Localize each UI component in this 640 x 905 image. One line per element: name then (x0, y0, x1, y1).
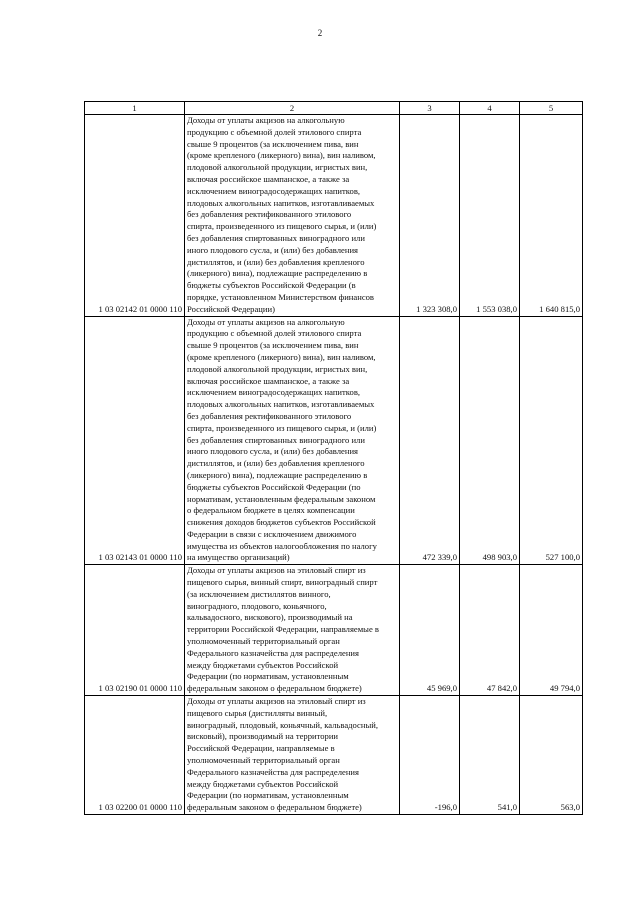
description-line: (кроме крепленого (ликерного) вина), вин наливом, (187, 150, 376, 161)
description-line: между бюджетами субъектов Российской (187, 659, 339, 670)
description-line: дистиллятов, и (или) без добавления крепленого (187, 458, 365, 469)
description-line: плодовой алкогольной продукции, игристых вин, (187, 363, 368, 374)
description-line: включая российское шампанское, а также за (187, 375, 350, 386)
description-line: продукцию с объемной долей этилового спирта (187, 328, 362, 339)
amount-year-2: 541,0 (460, 696, 520, 815)
description-line: спирта, произведенного из пищевого сырья, и (или) (187, 221, 377, 232)
budget-code: 1 03 02200 01 0000 110 (85, 696, 185, 815)
description-line: свыше 9 процентов (за исключением пива, вин (187, 138, 359, 149)
description-line: нормативам, установленным федеральным законом (187, 493, 376, 504)
description-line: Доходы от уплаты акцизов на алкогольную (187, 115, 345, 125)
column-header-description: 2 (185, 102, 400, 115)
description-line: на имущество организаций) (187, 552, 290, 563)
description-line: свыше 9 процентов (за исключением пива, вин (187, 340, 359, 351)
description-line: Федерального казначейства для распределения (187, 766, 359, 777)
amount-year-2: 498 903,0 (460, 316, 520, 565)
description-line: исключением виноградосодержащих напитков, (187, 185, 361, 196)
revenue-description (185, 316, 400, 565)
description-line: между бюджетами субъектов Российской (187, 778, 339, 789)
description-line: Доходы от уплаты акцизов на этиловый спирт из (187, 565, 366, 576)
description-line: плодовой алкогольной продукции, игристых вин, (187, 162, 368, 173)
budget-code: 1 03 02143 01 0000 110 (85, 316, 185, 565)
description-line: бюджеты субъектов Российской Федерации (по (187, 481, 361, 492)
description-line: Доходы от уплаты акцизов на этиловый спирт из (187, 696, 366, 707)
description-line: виноградного, плодового, коньячного, (187, 600, 327, 611)
revenue-description (185, 565, 400, 696)
description-line: федеральным законом о федеральном бюджете) (187, 683, 362, 694)
amount-year-1: 45 969,0 (400, 565, 460, 696)
description-line: Федерального казначейства для распределения (187, 647, 359, 658)
column-header-year-2: 4 (460, 102, 520, 115)
amount-year-2: 47 842,0 (460, 565, 520, 696)
description-line: федеральным законом о федеральном бюджете) (187, 802, 362, 813)
column-header-code: 1 (85, 102, 185, 115)
description-line: исключением виноградосодержащих напитков, (187, 387, 361, 398)
description-line: (за исключением дистиллятов винного, (187, 588, 331, 599)
description-line: спирта, произведенного из пищевого сырья, и (или) (187, 422, 377, 433)
description-line: без добавления спиртованных виноградного или (187, 232, 365, 243)
description-line: висковый), производимый на территории (187, 731, 339, 742)
description-line: уполномоченный территориальный орган (187, 755, 340, 766)
amount-year-3: 563,0 (520, 696, 583, 815)
budget-code: 1 03 02142 01 0000 110 (85, 115, 185, 317)
description-line: виноградный, плодовый, коньячный, кальвадосный, (187, 719, 378, 730)
amount-year-2: 1 553 038,0 (460, 115, 520, 317)
description-line: Доходы от уплаты акцизов на алкогольную (187, 316, 345, 327)
revenue-description (185, 115, 400, 317)
column-header-year-1: 3 (400, 102, 460, 115)
amount-year-3: 527 100,0 (520, 316, 583, 565)
description-line: Федерации (по нормативам, установленным (187, 671, 349, 682)
page-number: 2 (317, 28, 323, 38)
amount-year-1: 1 323 308,0 (400, 115, 460, 317)
table-row (85, 565, 583, 696)
header-row (85, 102, 583, 115)
description-line: продукцию с объемной долей этилового спирта (187, 126, 362, 137)
table-row (85, 115, 583, 317)
description-line: иного плодового сусла, и (или) без добавления (187, 244, 359, 255)
amount-year-1: -196,0 (400, 696, 460, 815)
description-line: плодовых алкогольных напитков, изготавливаемых (187, 197, 375, 208)
amount-year-3: 1 640 815,0 (520, 115, 583, 317)
description-line: уполномоченный территориальный орган (187, 636, 340, 647)
description-line: плодовых алкогольных напитков, изготавливаемых (187, 399, 375, 410)
description-line: Российской Федерации, направляемые в (187, 743, 335, 754)
budget-code: 1 03 02190 01 0000 110 (85, 565, 185, 696)
description-line: (ликерного) вина), подлежащие распределению в (187, 268, 368, 279)
revenue-description (185, 696, 400, 815)
description-line: без добавления ректификованного этилового (187, 209, 352, 220)
description-line: Федерации (по нормативам, установленным (187, 790, 349, 801)
table-row (85, 696, 583, 815)
description-line: без добавления спиртованных виноградного или (187, 434, 365, 445)
description-line: без добавления ректификованного этилового (187, 410, 352, 421)
description-line: территории Российской Федерации, направляемые в (187, 624, 379, 635)
description-line: Российской Федерации) (187, 303, 275, 314)
amount-year-1: 472 339,0 (400, 316, 460, 565)
amount-year-3: 49 794,0 (520, 565, 583, 696)
description-line: имущества из объектов налогообложения по налогу (187, 540, 377, 551)
description-line: Федерации в связи с исключением движимого (187, 528, 357, 539)
description-line: о федеральном бюджете в целях компенсации (187, 505, 355, 516)
description-line: снижения доходов бюджетов субъектов Российской (187, 517, 376, 528)
description-line: пищевого сырья (дистилляты винный, (187, 707, 328, 718)
column-header-year-3: 5 (520, 102, 583, 115)
description-line: включая российское шампанское, а также за (187, 173, 350, 184)
description-line: порядке, установленном Министерством финансов (187, 291, 374, 302)
table-row (85, 316, 583, 565)
description-line: (кроме крепленого (ликерного) вина), вин наливом, (187, 351, 376, 362)
description-line: иного плодового сусла, и (или) без добавления (187, 446, 359, 457)
description-line: (ликерного) вина), подлежащие распределению в (187, 469, 368, 480)
description-line: кальвадосного, вискового), производимый на (187, 612, 353, 623)
description-line: бюджеты субъектов Российской Федерации (в (187, 280, 356, 291)
description-line: дистиллятов, и (или) без добавления крепленого (187, 256, 365, 267)
description-line: пищевого сырья, винный спирт, виноградный спирт (187, 577, 378, 588)
revenue-table (84, 101, 583, 815)
